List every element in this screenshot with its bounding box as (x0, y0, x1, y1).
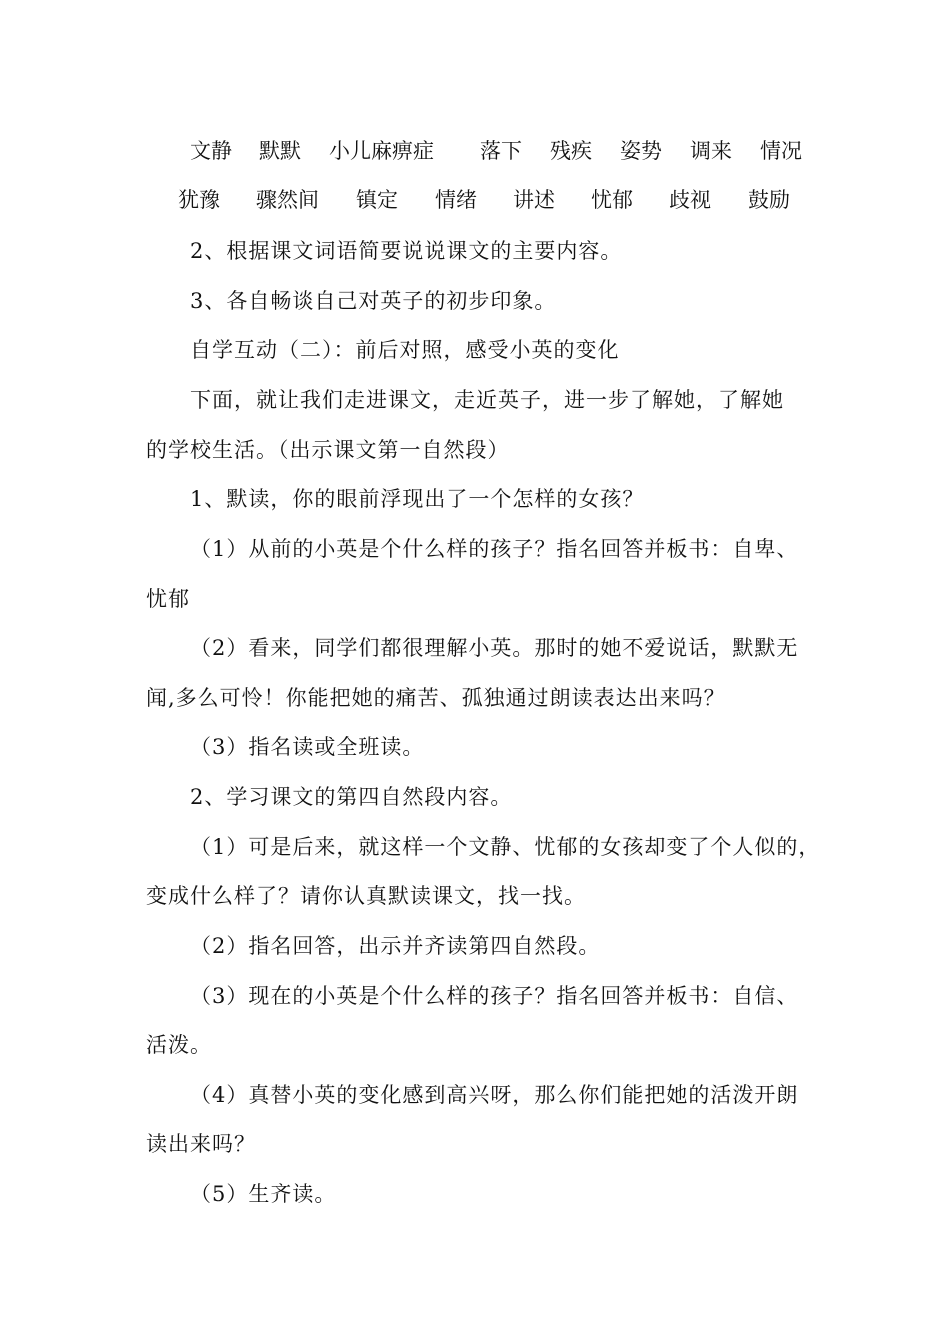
paragraph-line: （1）从前的小英是个什么样的孩子？指名回答并板书：自卑、 (190, 537, 799, 561)
vocab-word: 忧郁 (591, 188, 633, 212)
vocab-word: 犹豫 (178, 188, 220, 212)
vocab-word: 调来 (690, 139, 732, 163)
vocab-word: 镇定 (356, 188, 398, 212)
vocab-word: 残疾 (550, 139, 592, 163)
paragraph-line: （2）看来，同学们都很理解小英。那时的她不爱说话，默默无 (190, 636, 799, 660)
vocab-word: 骤然间 (256, 188, 319, 212)
paragraph-line: （3）指名读或全班读。 (190, 735, 425, 759)
paragraph-line: （5）生齐读。 (190, 1182, 337, 1206)
paragraph-line: 忧郁 (146, 587, 190, 611)
vocab-word: 歧视 (669, 188, 711, 212)
vocab-word: 默默 (259, 139, 301, 163)
vocab-word: 情绪 (435, 188, 477, 212)
vocab-word: 情况 (760, 139, 802, 163)
paragraph-line: 2、学习课文的第四自然段内容。 (190, 785, 513, 809)
paragraph-line: 2、根据课文词语简要说说课文的主要内容。 (190, 239, 623, 263)
vocab-word: 姿势 (620, 139, 662, 163)
paragraph-line: （3）现在的小英是个什么样的孩子？指名回答并板书：自信、 (190, 984, 799, 1008)
vocabulary-row-1 (0, 136, 950, 166)
vocab-word: 讲述 (513, 188, 555, 212)
paragraph-line: 闻,多么可怜！你能把她的痛苦、孤独通过朗读表达出来吗？ (146, 686, 726, 710)
vocab-word: 小儿麻痹症 (329, 139, 434, 163)
paragraph-line: 的学校生活。（出示课文第一自然段） (146, 438, 510, 462)
paragraph-line: （2）指名回答，出示并齐读第四自然段。 (190, 934, 601, 958)
section-heading: 自学互动（二）：前后对照，感受小英的变化 (190, 338, 620, 362)
paragraph-line: 1、默读，你的眼前浮现出了一个怎样的女孩？ (190, 487, 645, 511)
vocab-word: 文静 (190, 139, 232, 163)
paragraph-line: 下面，就让我们走进课文，走近英子，进一步了解她，了解她 (190, 388, 784, 412)
vocabulary-row-2 (0, 185, 950, 215)
vocab-word: 鼓励 (748, 188, 790, 212)
paragraph-line: 3、各自畅谈自己对英子的初步印象。 (190, 289, 557, 313)
paragraph-line: 活泼。 (146, 1033, 212, 1057)
paragraph-line: 读出来吗？ (146, 1132, 256, 1156)
vocab-word: 落下 (480, 139, 522, 163)
paragraph-line: 变成什么样了？请你认真默读课文，找一找。 (146, 884, 586, 908)
paragraph-line: （1）可是后来，就这样一个文静、忧郁的女孩却变了个人似的， (190, 835, 821, 859)
paragraph-line: （4）真替小英的变化感到高兴呀，那么你们能把她的活泼开朗 (190, 1083, 799, 1107)
